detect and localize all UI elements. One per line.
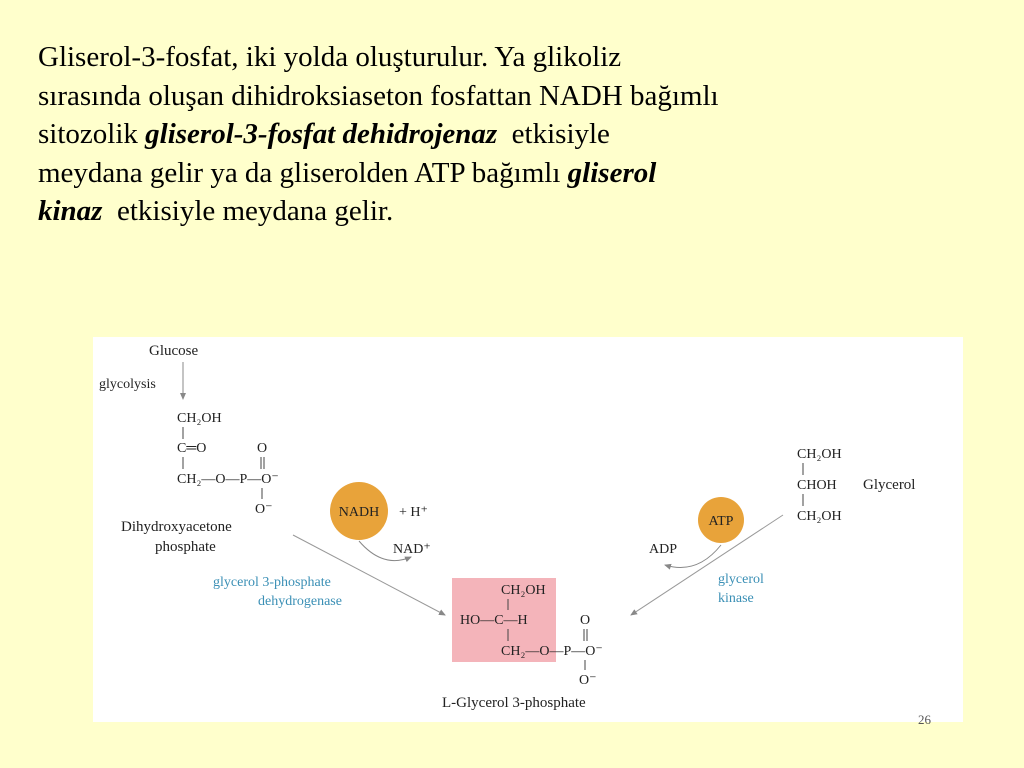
enzyme-kinase-line2: kinase: [718, 591, 754, 606]
adp-label: ADP: [649, 542, 678, 557]
line3-text: sitozolik: [38, 118, 146, 150]
atp-label: ATP: [708, 514, 734, 529]
line3-tail: etkisiyle: [497, 118, 610, 150]
enzyme-name-kinase-part2: kinaz: [38, 195, 103, 227]
enzyme-name-kinase-part1: gliserol: [567, 156, 657, 189]
nad-plus-label: NAD⁺: [393, 542, 431, 557]
product-name: L-Glycerol 3-phosphate: [442, 695, 586, 711]
paragraph-line-1: Gliserol-3-fosfat, iki yolda oluşturulur. Ya glikoliz: [38, 41, 622, 73]
glycerol-ch2oh-bottom: CH₂OH: [797, 509, 842, 524]
page-number: 26: [918, 712, 931, 727]
dhap-p-oxygen-bottom: O⁻: [255, 502, 273, 517]
paragraph-line-2: sırasında oluşan dihidroksiaseton fosfattan NADH bağımlı: [38, 79, 719, 112]
line4-text: meydana gelir ya da gliserolden ATP bağımlı: [38, 156, 568, 189]
paragraph-line-4: [38, 154, 988, 193]
glycerol-choh: CHOH: [797, 478, 837, 493]
dhap-name-line2: phosphate: [155, 539, 216, 555]
glycerol-ch2oh-top: CH₂OH: [797, 447, 842, 462]
dhap-ch2-phosphate: CH₂—O—P—O⁻: [177, 472, 279, 487]
dhap-p-oxygen-top: O: [257, 441, 268, 456]
enzyme-name-dehydrogenase: gliserol-3-fosfat dehidrojenaz: [145, 118, 498, 150]
enzyme-kinase-line1: glycerol: [718, 572, 764, 587]
paragraph-line-5: [38, 192, 988, 231]
dhap-co: C═O: [177, 441, 207, 456]
pathway-diagram: [93, 337, 963, 722]
paragraph-line-3: [38, 115, 988, 154]
line5-tail: etkisiyle meydana gelir.: [102, 195, 394, 227]
glycerol-name: Glycerol: [863, 477, 916, 493]
enzyme-dehydrogenase-line2: dehydrogenase: [258, 594, 342, 609]
product-hoch: HO—C—H: [460, 613, 528, 628]
product-ch2-phosphate: CH₂—O—P—O⁻: [501, 644, 603, 659]
slide-paragraph: [38, 38, 988, 231]
pathway-figure: [93, 337, 963, 722]
product-p-oxygen-bottom: O⁻: [579, 673, 597, 688]
product-ch2oh: CH₂OH: [501, 583, 546, 598]
dhap-ch2oh: CH₂OH: [177, 411, 222, 426]
product-p-oxygen-top: O: [580, 613, 591, 628]
enzyme-dehydrogenase-line1: glycerol 3-phosphate: [213, 575, 331, 590]
h-plus-label: + H⁺: [399, 505, 428, 520]
nadh-label: NADH: [338, 505, 380, 520]
glucose-label: Glucose: [149, 343, 199, 359]
dhap-name-line1: Dihydroxyacetone: [121, 519, 232, 535]
glycolysis-label: glycolysis: [99, 377, 156, 392]
